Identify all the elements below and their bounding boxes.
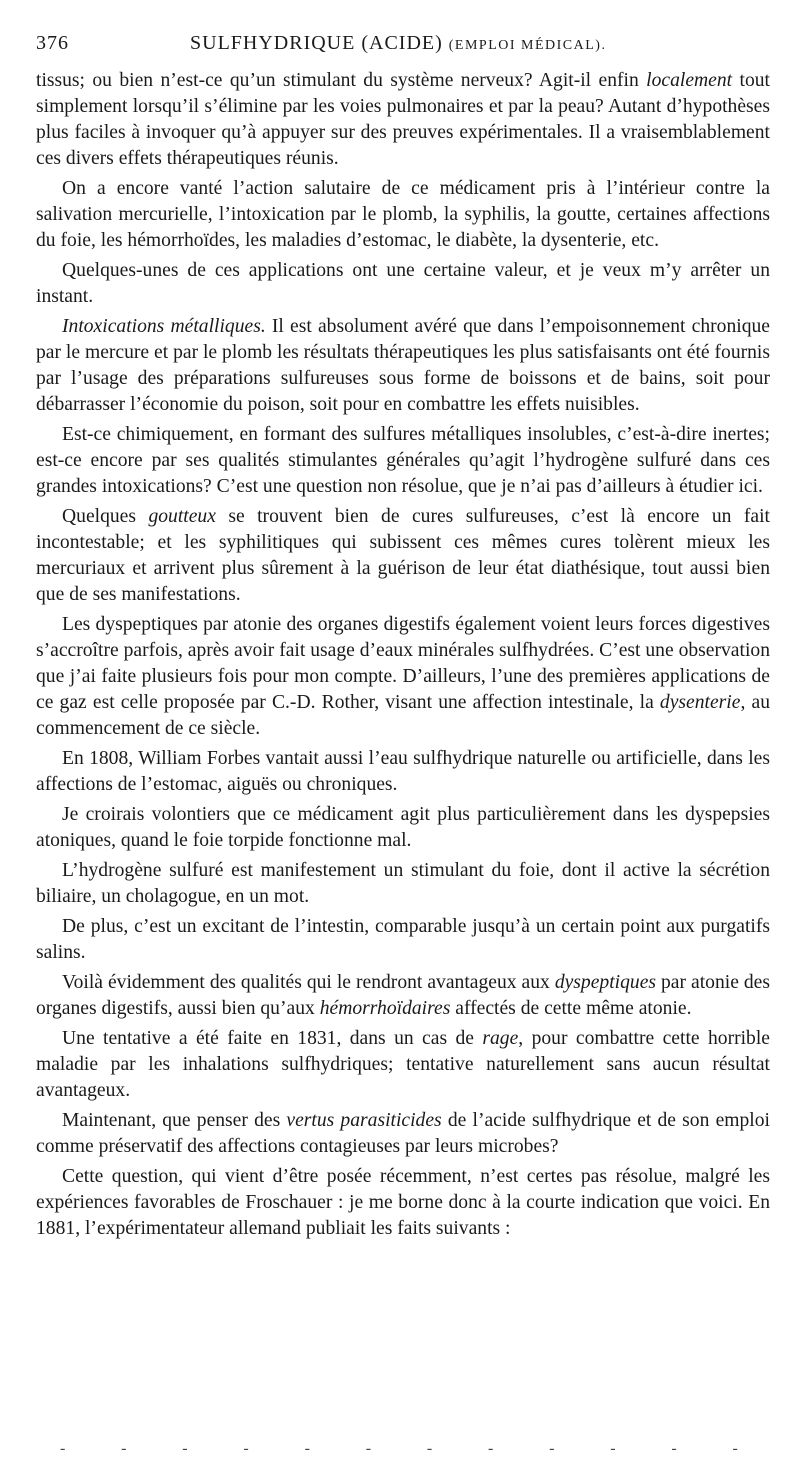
italic-text: hémorrhoïdaires [319, 998, 451, 1019]
italic-text: rage [482, 1028, 519, 1049]
paragraph [36, 176, 770, 254]
paragraph [36, 914, 770, 966]
paragraph [36, 612, 770, 742]
footer-dot: - [365, 1440, 374, 1457]
text-run: On a encore vanté l’action salutaire de ce médicament pris à l’intérieur contre la salivation mercurielle, l’intoxication par le plomb, la syphilis, la goutte, certaines affections du foie, les hémorrhoïdes, les maladies d’estomac, le diabète, la dysenterie, etc. [36, 178, 770, 251]
text-run: tout simplement lorsqu’il s’élimine par les voies pulmonaires et par la peau? Autant d’hypothèses plus faciles à invoquer qu’à appuyer sur des preuves expérimentales. Il a vraisemblablement ces divers effets thérapeutiques réunis. [36, 70, 770, 169]
italic-text: dyspeptiques [554, 972, 657, 993]
text-run: En 1808, William Forbes vantait aussi l’eau sulfhydrique naturelle ou artificielle, dans les affections de l’estomac, aiguës ou chroniques. [36, 748, 770, 795]
page-number: 376 [36, 32, 69, 54]
paragraph [36, 802, 770, 854]
running-header [36, 28, 770, 64]
footer-dot: - [182, 1440, 190, 1457]
footer-dot: - [304, 1440, 312, 1457]
footer-dot: - [610, 1440, 618, 1457]
paragraph [36, 858, 770, 910]
italic-text: goutteux [148, 506, 216, 527]
text-run: tissus; ou bien n’est-ce qu’un stimulant du système nerveux? Agit-il enfin [36, 70, 647, 91]
paragraph [36, 1164, 770, 1242]
body-text [36, 68, 770, 1242]
text-run: Une tentative a été faite en 1831, dans un cas de [62, 1028, 483, 1049]
footer-dots [60, 1440, 740, 1458]
text-run: affectés de cette même atonie. [450, 998, 692, 1019]
footer-dot: - [121, 1440, 129, 1457]
text-run: Les dyspeptiques par atonie des organes digestifs également voient leurs forces digestives s’accroître parfois, après avoir fait usage d’eaux minérales sulfhydrées. C’est une observation que j’ai faite plusieurs fois pour mon compte. D’ailleurs, l’une des premières applications de ce gaz est celle proposée par C.-D. Rother, visant une affection intestinale, la [36, 614, 770, 713]
footer-dot: - [426, 1440, 435, 1457]
footer-dot: - [671, 1440, 679, 1457]
text-run: Quelques [62, 506, 149, 527]
paragraph [36, 746, 770, 798]
text-run: De plus, c’est un excitant de l’intestin, comparable jusqu’à un certain point aux purgatifs salins. [36, 916, 770, 963]
paragraph [36, 258, 770, 310]
text-run: de l’acide sulfhydrique et de son emploi comme préservatif des affections contagieuses par leurs microbes? [36, 1110, 770, 1157]
italic-text: localement [646, 70, 733, 91]
text-run: Est-ce chimiquement, en formant des sulfures métalliques insolubles, c’est-à-dire inertes; est-ce encore par ses qualités stimulantes générales qu’agit l’hydrogène sulfuré dans ces grandes intoxications? C’est une question non résolue, que je n’ai pas d’ailleurs à étudier ici. [36, 424, 770, 497]
paragraph [36, 422, 770, 500]
text-run: Maintenant, que penser des [62, 1110, 287, 1131]
footer-dot: - [549, 1440, 557, 1457]
paragraph [36, 1026, 770, 1104]
text-run: Cette question, qui vient d’être posée récemment, n’est certes pas résolue, malgré les expériences favorables de Froschauer : je me borne donc à la courte indication que voici. En 1881, l’expérimentateur allemand publiait les faits suivants : [36, 1166, 770, 1239]
text-run: Je croirais volontiers que ce médicament agit plus particulièrement dans les dyspepsies atoniques, quand le foie torpide fonctionne mal. [36, 804, 770, 851]
running-title-main: SULFHYDRIQUE (ACIDE) [190, 32, 443, 54]
text-run: Quelques-unes de ces applications ont une certaine valeur, et je veux m’y arrêter un instant. [36, 260, 770, 307]
italic-text: dysenterie [659, 692, 741, 713]
footer-dot: - [60, 1440, 68, 1457]
italic-text: vertus parasiticides [286, 1110, 442, 1131]
text-run: par atonie des organes digestifs, aussi bien qu’aux [36, 972, 770, 1019]
footer-dot: - [732, 1440, 740, 1457]
paragraph [36, 504, 770, 608]
text-run: se trouvent bien de cures sulfureuses, c’est là encore un fait incontestable; et les syphilitiques qui subissent ces mêmes cures tolèrent mieux les mercuriaux et arrivent plus sûrement à la guérison de leur état diathésique, tout aussi bien que de ses manifestations. [36, 506, 770, 605]
text-run: Il est absolument avéré que dans l’empoisonnement chronique par le mercure et par le plomb les résultats thérapeutiques les plus satisfaisants ont été fournis par l’usage des préparations sulfureuses sous forme de boissons et de bains, soit pour débarrasser l’économie du poison, soit pour en combattre les effets nuisibles. [36, 316, 771, 415]
footer-dot: - [487, 1440, 496, 1457]
paragraph [36, 314, 770, 418]
text-run: , au commencement de ce siècle. [36, 692, 770, 739]
paragraph [36, 68, 770, 172]
text-run: Voilà évidemment des qualités qui le rendront avantageux aux [62, 972, 555, 993]
paragraph [36, 970, 770, 1022]
footer-dot: - [243, 1440, 251, 1457]
paragraph [36, 1108, 770, 1160]
italic-text: Intoxications métalliques. [62, 316, 266, 337]
text-run: , pour combattre cette horrible maladie par les inhalations sulfhydriques; tentative naturellement sans aucun résultat avantageux. [36, 1028, 770, 1101]
running-title [190, 32, 606, 55]
running-title-sub: (EMPLOI MÉDICAL). [448, 38, 607, 53]
text-run: L’hydrogène sulfuré est manifestement un stimulant du foie, dont il active la sécrétion biliaire, un cholagogue, en un mot. [36, 860, 770, 907]
